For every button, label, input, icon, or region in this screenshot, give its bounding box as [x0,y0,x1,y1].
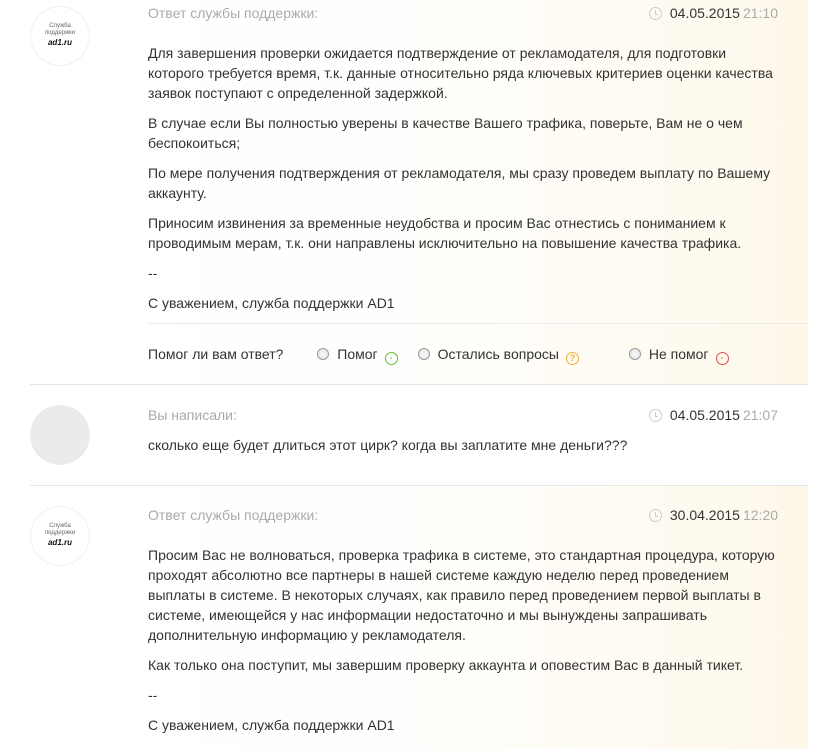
message-date: 30.04.2015 [669,507,740,523]
rating-divider [148,323,808,324]
message-body [148,545,778,745]
radio-helped[interactable] [317,348,329,360]
message-paragraph: Для завершения проверки ожидается подтверждение от рекламодателя, для подготовки которого требуется время, т.к. данные относительно ряда ключевых критериев оценки качества заявок поступают с определенной задержкой. [148,45,773,101]
rating-option-not-helped[interactable] [629,344,729,365]
message-paragraph: По мере получения подтверждения от рекламодателя, мы сразу проведем выплату по Вашему аккаунту. [148,165,771,201]
radio-not-helped[interactable] [629,348,641,360]
message-paragraph: Как только она поступит, мы завершим проверку аккаунта и оповестим Вас в данный тикет. [148,657,744,673]
message-author: Ответ службы поддержки: [148,507,319,523]
message-separator: -- [148,265,158,281]
support-message [30,0,808,384]
question-icon: ? [566,352,579,365]
message-paragraph: В случае если Вы полностью уверены в качестве Вашего трафика, поверьте, Вам не о чем беспокоиться; [148,115,743,151]
sad-icon: ∙ [716,352,729,365]
rating-option-label: Помог [337,346,378,362]
clock-icon [649,509,662,522]
message-time: 21:10 [742,5,778,21]
message-paragraph: сколько еще будет длиться этот цирк? когда вы заплатите мне деньги??? [148,437,628,453]
user-message [30,384,808,486]
user-avatar [30,405,90,465]
message-header [148,407,778,427]
rating-option-helped[interactable] [317,344,397,365]
rating-option-questions[interactable] [418,344,609,365]
message-date: 04.05.2015 [669,5,740,21]
message-separator: -- [148,687,158,703]
support-avatar: Служба поддержки ad1.ru [30,6,90,66]
rating-question: Помог ли вам ответ? [148,346,284,362]
message-paragraph: Приносим извинения за временные неудобства и просим Вас отнестись с пониманием к проводимым мерам, т.к. они направлены исключительно на повышение качества трафика. [148,215,742,251]
message-timestamp [649,407,778,423]
message-time: 12:20 [742,507,778,523]
message-time: 21:07 [742,407,778,423]
message-timestamp [649,507,778,523]
support-message [30,486,808,749]
radio-questions[interactable] [418,348,430,360]
clock-icon [649,409,662,422]
ticket-message-feed [30,0,808,749]
message-signature: С уважением, служба поддержки AD1 [148,295,395,311]
rating-option-label: Не помог [648,346,709,362]
message-author: Ответ службы поддержки: [148,5,319,21]
smile-icon: ∙ [385,352,398,365]
support-avatar: Служба поддержки ad1.ru [30,506,90,566]
message-header [148,507,778,527]
message-signature: С уважением, служба поддержки AD1 [148,717,395,733]
message-date: 04.05.2015 [669,407,740,423]
message-paragraph: Просим Вас не волноваться, проверка трафика в системе, это стандартная процедура, которую проходят абсолютно все партнеры в нашей системе каждую неделю перед проведением выплаты в системе. В некоторых случаях, как правило перед проведением первой выплаты в системе, имеющейся у нас информации недостаточно и мы вынуждены запрашивать дополнительную информацию у рекламодателя. [148,547,775,643]
message-body [148,435,778,465]
clock-icon [649,7,662,20]
rating-option-label: Остались вопросы [437,346,559,362]
message-author: Вы написали: [148,407,237,423]
message-body [148,43,778,323]
message-header [148,5,778,25]
answer-rating [148,344,745,364]
message-timestamp [649,5,778,21]
